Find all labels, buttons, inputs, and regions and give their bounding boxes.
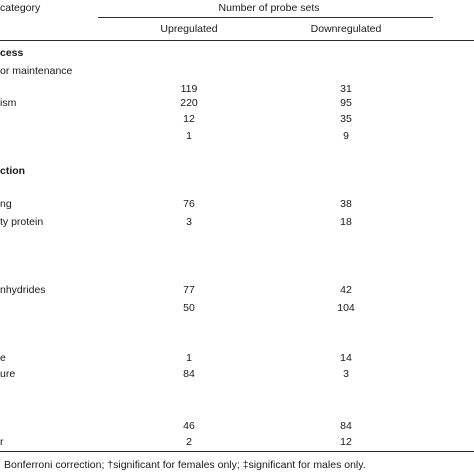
row-label: ism [0, 97, 17, 109]
upregulated-column-header: Upregulated [160, 23, 218, 35]
table-bottom-rule [0, 451, 474, 452]
upregulated-cell: 46 [183, 420, 195, 432]
table-footnote: Bonferroni correction; †significant for females only; ‡significant for males only. [4, 459, 366, 471]
upregulated-cell: 3 [186, 216, 192, 228]
downregulated-cell: 84 [340, 420, 352, 432]
upregulated-cell: 2 [186, 436, 192, 448]
probe-sets-header: Number of probe sets [218, 2, 320, 14]
upregulated-cell: 12 [183, 113, 195, 125]
downregulated-cell: 31 [340, 83, 352, 95]
row-label: ty protein [0, 216, 44, 228]
category-header: category [0, 2, 41, 14]
row-label: nhydrides [0, 284, 46, 296]
row-label: ng [0, 198, 12, 210]
downregulated-cell: 18 [340, 216, 352, 228]
upregulated-cell: 220 [180, 97, 198, 109]
downregulated-cell: 3 [343, 368, 349, 380]
upregulated-cell: 1 [186, 130, 192, 142]
upregulated-cell: 76 [183, 198, 195, 210]
row-label: ure [0, 368, 16, 380]
downregulated-cell: 42 [340, 284, 352, 296]
section-heading: cess [0, 47, 24, 59]
downregulated-cell: 104 [337, 302, 355, 314]
downregulated-cell: 38 [340, 198, 352, 210]
upregulated-cell: 84 [183, 368, 195, 380]
downregulated-cell: 95 [340, 97, 352, 109]
upregulated-cell: 1 [186, 352, 192, 364]
header-bottom-rule [0, 40, 474, 41]
upregulated-cell: 50 [183, 302, 195, 314]
upregulated-cell: 77 [183, 284, 195, 296]
row-label: r [0, 436, 4, 448]
downregulated-cell: 35 [340, 113, 352, 125]
section-heading: ction [0, 165, 26, 177]
downregulated-column-header: Downregulated [310, 23, 382, 35]
subcategory-label: or maintenance [0, 65, 73, 77]
downregulated-cell: 12 [340, 436, 352, 448]
downregulated-cell: 14 [340, 352, 352, 364]
upregulated-cell: 119 [180, 83, 198, 95]
row-label: e [0, 352, 6, 364]
downregulated-cell: 9 [343, 130, 349, 142]
header-span-rule [98, 17, 433, 18]
